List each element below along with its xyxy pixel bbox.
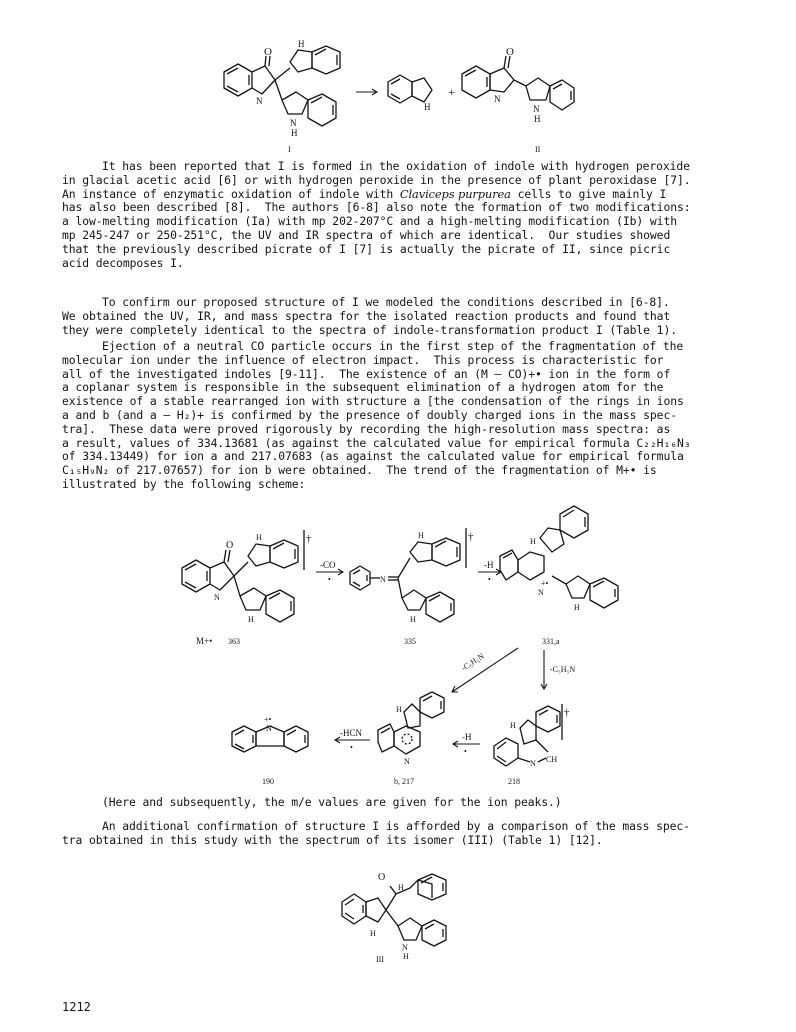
p3-line-8: a result, values of 334.13681 (as against the calculated value for empirical formula C₂₂H₁₆N₃ bbox=[62, 435, 691, 450]
compound-II-structure bbox=[462, 46, 574, 124]
p3-line-7: tra]. These data were proved rigorously by recording the high-resolution mass spectra: as bbox=[62, 421, 671, 436]
n-label-1: N bbox=[290, 118, 297, 128]
h-atom-III1: H bbox=[370, 929, 376, 938]
n-label-3: N bbox=[533, 104, 540, 114]
m-label: M+• bbox=[196, 636, 213, 646]
p3-line-11: illustrated by the following scheme: bbox=[62, 476, 306, 491]
reagent-diagonal: -C₅H₅N bbox=[459, 651, 486, 673]
label-218: 218 bbox=[508, 777, 520, 786]
p1-line-7: that the previously described picrate of I [7] is actually the picrate of II, since picric bbox=[62, 241, 671, 256]
radical-dot-4: • bbox=[350, 743, 353, 752]
p2-line-1: To confirm our proposed structure of I we modeled the conditions described in [6-8]. bbox=[102, 295, 670, 309]
n-atom-331: N bbox=[538, 588, 544, 597]
p3-line-4: a coplanar system is responsible in the subsequent elimination of a hydrogen atom for the bbox=[62, 380, 664, 395]
ion-218-structure bbox=[494, 706, 560, 768]
radical-dot-1: • bbox=[328, 575, 331, 584]
p3-line-3: all of the investigated indoles [9-11]. The existence of an (M — CO)+• ion in the form of bbox=[62, 366, 671, 381]
label-I: I bbox=[288, 145, 291, 154]
h-atom-III2: H bbox=[398, 883, 404, 892]
radical-dot-2: • bbox=[488, 575, 491, 584]
p3-line-1: Ejection of a neutral CO particle occurs in the first step of the fragmentation of the bbox=[102, 339, 684, 353]
compound-III-structure bbox=[342, 872, 446, 961]
radical-dot-3: • bbox=[464, 747, 467, 756]
hn-atom-331: H bbox=[530, 537, 536, 546]
p5-line-1: An additional confirmation of structure I is afforded by a comparison of the mass spec- bbox=[102, 819, 690, 833]
isomer-III-scheme bbox=[0, 860, 796, 970]
h-label-4: H bbox=[534, 114, 541, 124]
ion-217-structure bbox=[378, 692, 444, 766]
p1-line-3-start: An instance of enzymatic oxidation of indole with bbox=[62, 186, 400, 201]
h-atom-m1: H bbox=[256, 533, 262, 542]
n-atom-335: N bbox=[380, 575, 386, 584]
ion-331-structure bbox=[500, 506, 618, 612]
dagger-1: † bbox=[306, 533, 312, 545]
n-atom-190: N bbox=[266, 724, 272, 733]
p3-line-6: a and b (and a — H₂)+ is confirmed by the presence of doubly charged ions in the mass spec- bbox=[62, 407, 677, 422]
dagger-2: † bbox=[468, 531, 474, 543]
label-190: 190 bbox=[262, 777, 274, 786]
n-atom-218: N bbox=[530, 759, 536, 768]
label-335: 335 bbox=[404, 637, 416, 646]
reagent-h-1: -H bbox=[484, 560, 494, 570]
h-atom-335a: H bbox=[418, 531, 424, 540]
cation-mark-190: +• bbox=[264, 715, 272, 724]
fragmentation-scheme bbox=[0, 500, 796, 800]
dagger-3: † bbox=[564, 707, 570, 719]
oxygen-atom-2: O bbox=[506, 46, 514, 58]
n-atom-217: N bbox=[404, 757, 410, 766]
paragraph-2 bbox=[62, 296, 740, 337]
indole-product-structure bbox=[388, 75, 432, 112]
h-label-1: H bbox=[298, 39, 305, 49]
nh-label: N bbox=[256, 96, 263, 106]
label-331a: 331,a bbox=[542, 637, 560, 646]
p4-line-1: (Here and subsequently, the m/e values are given for the ion peaks.) bbox=[102, 795, 562, 809]
paragraph-3 bbox=[62, 340, 740, 492]
label-III: III bbox=[376, 955, 384, 964]
h-label-3: H bbox=[424, 102, 431, 112]
p1-line-3 bbox=[62, 188, 740, 202]
p1-line-5: a low-melting modification (Ia) with mp 202-207°C and a high-melting modification (Ib) with bbox=[62, 214, 677, 229]
n-label-2: N bbox=[494, 94, 501, 104]
label-217: b, 217 bbox=[394, 777, 414, 786]
p1-line-3-end: cells to give mainly I bbox=[510, 186, 667, 201]
h-label-2: H bbox=[291, 128, 298, 138]
label-II: II bbox=[535, 145, 541, 154]
reagent-h-2: -H bbox=[462, 732, 472, 742]
p1-line-8: acid decomposes I. bbox=[62, 255, 184, 270]
paragraph-4 bbox=[62, 796, 740, 810]
hn-atom-217: H bbox=[396, 705, 402, 714]
oxygen-atom: O bbox=[264, 46, 272, 58]
reagent-hcn: -HCN bbox=[340, 728, 362, 738]
n-atom-m: N bbox=[214, 593, 220, 602]
hn-atom-218: H bbox=[510, 721, 516, 730]
p1-line-2: in glacial acetic acid [6] or with hydrogen peroxide in the presence of plant peroxidase [7]. bbox=[62, 172, 691, 187]
p3-line-10: C₁₅H₉N₂ of 217.07657) for ion b were obtained. The trend of the fragmentation of M+• is bbox=[62, 463, 657, 478]
reaction-scheme-1 bbox=[0, 0, 796, 160]
o-atom-m: O bbox=[226, 540, 234, 551]
plus-sign: + bbox=[448, 85, 455, 99]
p1-line-6: mp 245-247 or 250-251°C, the UV and IR spectra of which are identical. Our studies showed bbox=[62, 227, 671, 242]
paragraph-1 bbox=[62, 160, 740, 270]
h-atom-m2: H bbox=[248, 615, 254, 624]
species-name: Claviceps purpurea bbox=[399, 186, 511, 201]
h-atom-335b: H bbox=[410, 615, 416, 624]
p1-line-4: has also been described [8]. The authors [6-8] also note the formation of two modifications: bbox=[62, 200, 691, 215]
reagent-co: -CO bbox=[320, 560, 336, 570]
h-atom-III3: H bbox=[403, 952, 409, 961]
h-atom-331: H bbox=[574, 603, 580, 612]
p3-line-9: of 334.13449) for ion a and 217.07683 (as against the calculated value for empirical formula bbox=[62, 449, 684, 464]
p2-line-2: We obtained the UV, IR, and mass spectra for the isolated reaction products and found that bbox=[62, 308, 671, 323]
ion-335-structure bbox=[350, 531, 460, 624]
m-value: 363 bbox=[228, 637, 240, 646]
o-atom-III: O bbox=[378, 872, 386, 883]
page-number: 1212 bbox=[62, 1000, 91, 1014]
n-atom-III: N bbox=[402, 943, 408, 952]
p3-line-2: molecular ion under the influence of electron impact. This process is characteristic for bbox=[62, 352, 664, 367]
p1-line-1: It has been reported that I is formed in the oxidation of indole with hydrogen peroxide bbox=[102, 159, 690, 173]
p2-line-3: they were completely identical to the spectra of indole-transformation product I (Table 1). bbox=[62, 322, 677, 337]
ion-190-structure bbox=[232, 715, 308, 752]
compound-I-structure bbox=[224, 39, 340, 138]
paragraph-5 bbox=[62, 820, 740, 848]
molecular-ion-structure bbox=[182, 533, 298, 624]
cation-mark: +• bbox=[541, 579, 549, 588]
p5-line-2: tra obtained in this study with the spectrum of its isomer (III) (Table 1) [12]. bbox=[62, 832, 603, 847]
p3-line-5: existence of a stable rearranged ion with structure a [the condensation of the rings in ions bbox=[62, 394, 684, 409]
reagent-vertical: -C₅H₅N bbox=[550, 665, 576, 674]
ch-label: CH bbox=[546, 755, 558, 764]
